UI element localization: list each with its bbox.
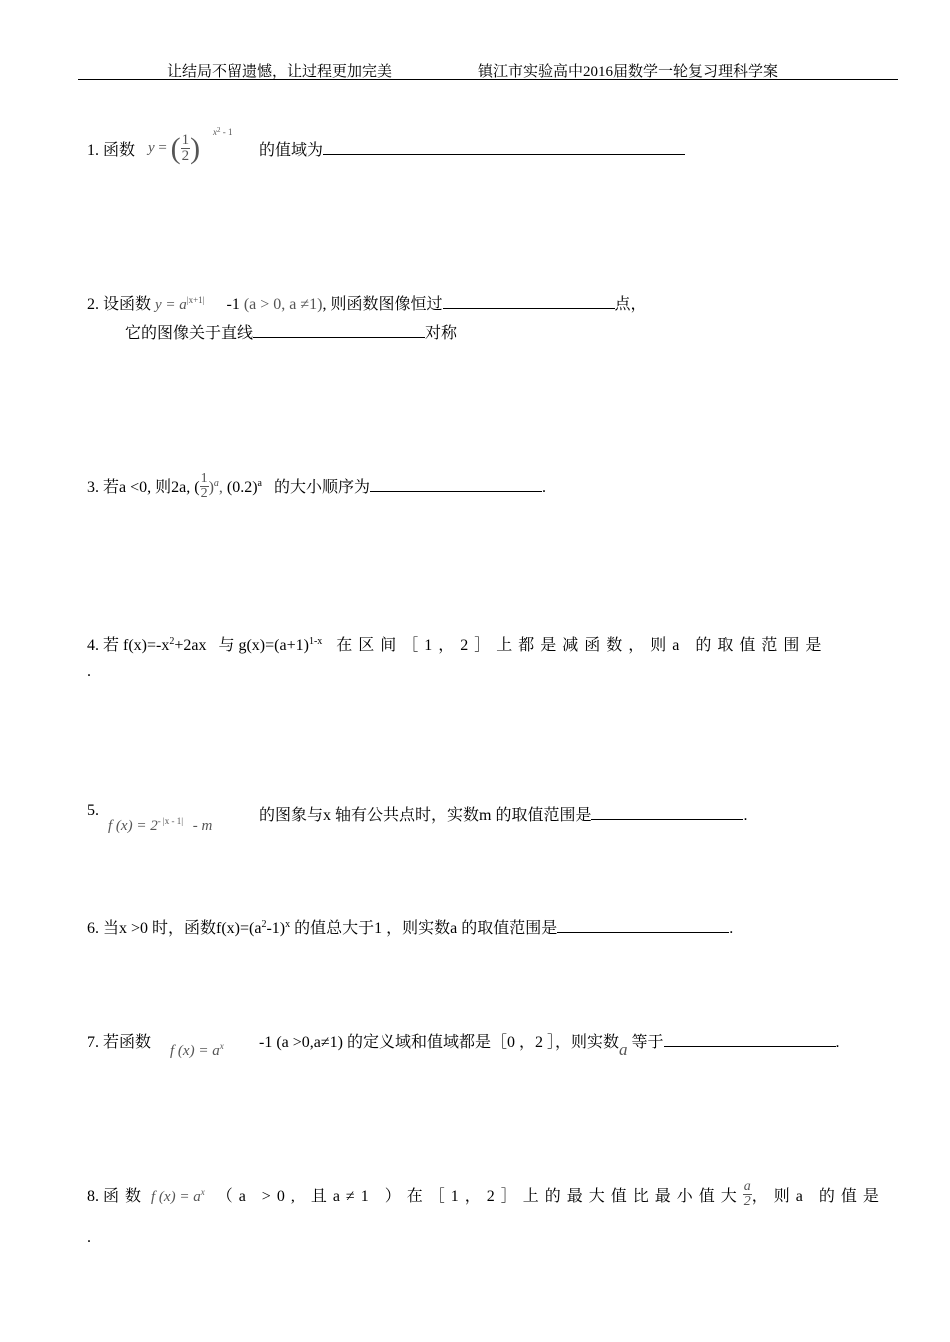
question-3: 3. 若a <0, 则2a, ( $\frac{1}{2}$ )$^a$, $(0.2)^a$ 的大小顺序为 . <box>87 470 547 501</box>
question-text: 若a <0, 则2a, ( <box>103 479 200 496</box>
question-text: 若 f(x)=-x <box>103 637 170 654</box>
question-number: 3. <box>87 479 99 496</box>
left-paren: ( <box>170 132 181 165</box>
q8-answer-end: . <box>87 1229 91 1246</box>
question-number: 8. <box>87 1188 99 1205</box>
q5-formula: f $(x) = 2^{- |x - 1|} - m$ <box>108 816 213 834</box>
question-6: 6. 当x >0 时，函数$f(x)=(a^2-1)^x$ 的值总大于1 ，则实数a 的取值范围是 . <box>87 919 734 937</box>
formula-fraction: $\frac{1}{2}$ <box>181 132 190 165</box>
question-text: 若函数 <box>103 1034 152 1051</box>
header-rule <box>78 79 898 80</box>
q2-formula: y = a <box>155 297 187 313</box>
answer-blank[interactable] <box>323 140 685 155</box>
formula-equals: = <box>158 140 167 156</box>
q7-formula: f $(x) = a^x$ <box>170 1041 224 1059</box>
q1-exponent: $x^2 - 1$ <box>213 126 233 137</box>
q2-exponent: |x+1| <box>186 295 205 305</box>
answer-blank[interactable] <box>557 918 729 933</box>
right-paren: ) <box>190 132 201 165</box>
answer-blank[interactable] <box>664 1032 836 1047</box>
q3-term-3: (0.2) <box>226 479 258 496</box>
header-left-motto: 让结局不留遗憾，让过程更加完美 <box>167 64 393 80</box>
answer-blank-point[interactable] <box>443 294 615 309</box>
question-1 <box>87 137 135 160</box>
question-5-number: 5. <box>87 802 99 819</box>
question-number: 4. <box>87 637 99 654</box>
question-2: 2. 设函数 $y = a^{|x+1|}$ -1 (a > 0, a ≠1), 则函数图像恒过 点， <box>87 295 647 313</box>
question-text: 设函数 <box>103 296 152 313</box>
q2-condition: (a > 0, a ≠1) <box>243 296 323 313</box>
question-number: 2. <box>87 296 99 313</box>
q5-text: 的图象与x 轴有公共点时，实数m 的取值范围是 . <box>259 807 748 824</box>
header-right-title: 镇江市实验高中2016届数学一轮复习理科学案 <box>478 64 779 80</box>
q1-tail: 的值域为 <box>259 137 685 160</box>
q7-text: -1 (a >0,a≠1) 的定义域和值域都是［0 ，2 ］，则实数a 等于 . <box>259 1034 840 1059</box>
answer-blank-line[interactable] <box>253 323 425 338</box>
question-text: 函数 <box>103 142 136 159</box>
q2-mid-text: , 则函数图像恒过 <box>322 296 443 313</box>
q8-fraction: $\frac{a}{2}$ <box>743 1178 751 1209</box>
question-7 <box>87 1029 151 1052</box>
q1-formula <box>148 132 200 166</box>
q4-answer-end: . <box>87 663 91 680</box>
answer-blank[interactable] <box>370 477 542 492</box>
formula-variable: y <box>148 140 155 156</box>
question-2-line-2: 它的图像关于直线 对称 <box>125 325 458 342</box>
question-4: 4. 若 $f(x)=-x^2+2ax$ 与 $g(x)=(a+1)^{1-x}$ 在区间［1，2］上都是减函数，则a 的取值范围是 <box>87 636 828 654</box>
question-number: 7. <box>87 1034 99 1051</box>
question-number: 6. <box>87 920 99 937</box>
question-number: 1. <box>87 142 99 159</box>
question-text: 函数 <box>103 1188 148 1205</box>
answer-blank[interactable] <box>591 805 743 820</box>
question-text: 当x >0 时，函数f(x)=(a <box>103 920 262 937</box>
q2-minus-one: -1 <box>226 296 240 313</box>
q8-formula: f (x) = a <box>151 1189 201 1205</box>
q3-fraction: $\frac{1}{2}$ <box>200 470 208 501</box>
question-8: 8. 函数 f $(x) = a^x$ （a >0, 且a≠1 ）在［1，2］上的最大值比最小值大 $\frac{a}{2}$ ，则a 的值是 <box>87 1178 885 1209</box>
